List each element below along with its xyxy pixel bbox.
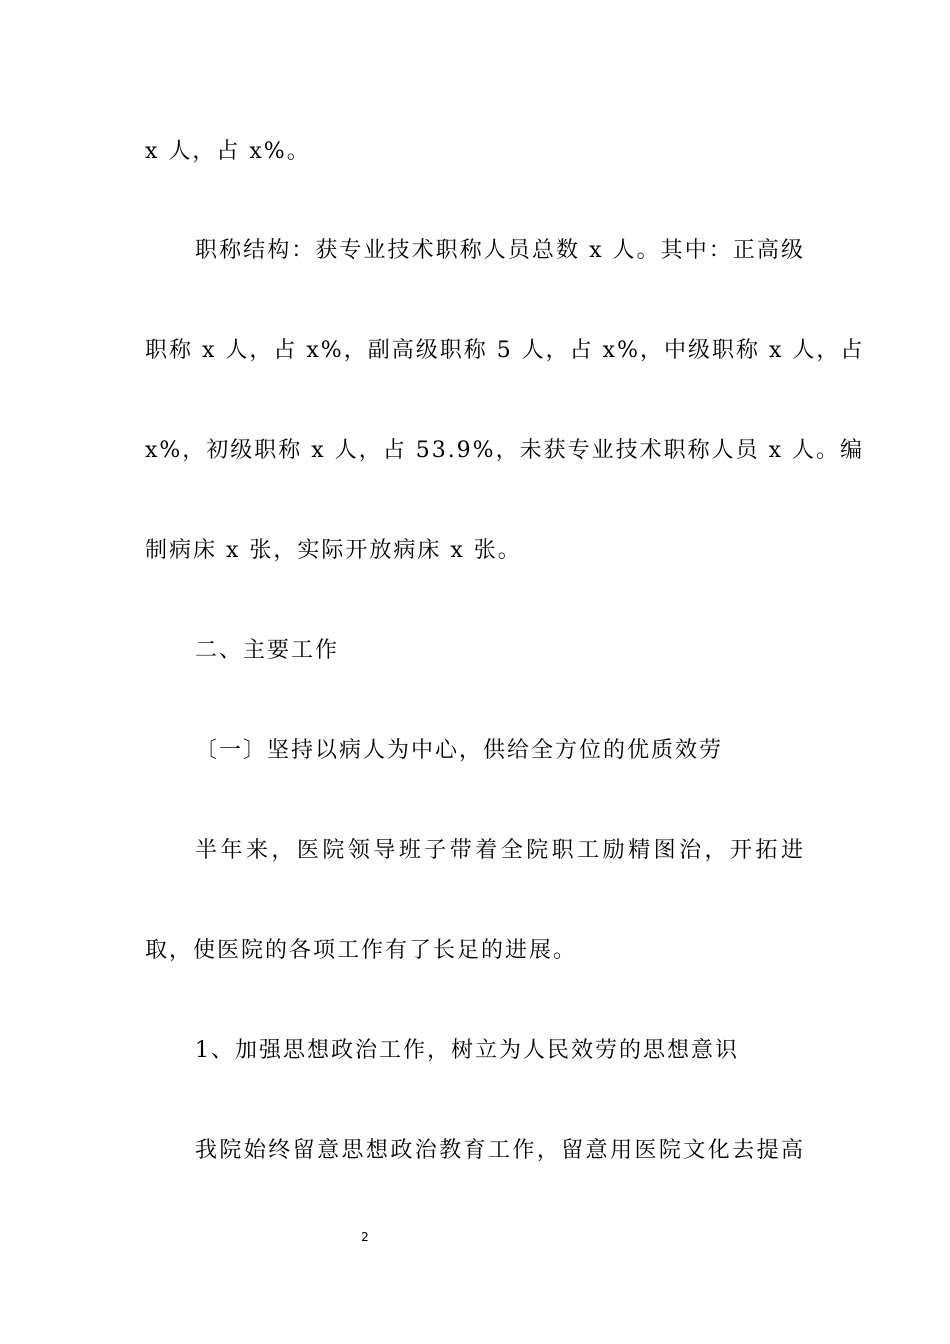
subsection-heading: 〔一〕坚持以病人为中心，供给全方位的优质效劳 [195,738,724,763]
paragraph-line: 半年来，医院领导班子带着全院职工励精图治，开拓进 [195,838,805,863]
page-number: 2 [361,1230,369,1244]
paragraph-line: x 人，占 x%。 [145,139,311,164]
item-heading: 1、加强思想政治工作，树立为人民效劳的思想意识 [195,1038,739,1063]
paragraph-line: 取，使医院的各项工作有了长足的进展。 [145,938,578,963]
section-heading: 二、主要工作 [195,638,340,663]
paragraph-line: 制病床 x 张，实际开放病床 x 张。 [145,538,522,563]
paragraph-line: 我院始终留意思想政治教育工作，留意用医院文化去提高 [195,1138,805,1163]
paragraph-line: x%，初级职称 x 人，占 53.9%，未获专业技术职称人员 x 人。编 [145,438,864,463]
paragraph-line: 职称结构：获专业技术职称人员总数 x 人。其中：正高级 [195,238,805,263]
paragraph-line: 职称 x 人，占 x%，副高级职称 5 人，占 x%，中级职称 x 人，占 [145,338,865,363]
